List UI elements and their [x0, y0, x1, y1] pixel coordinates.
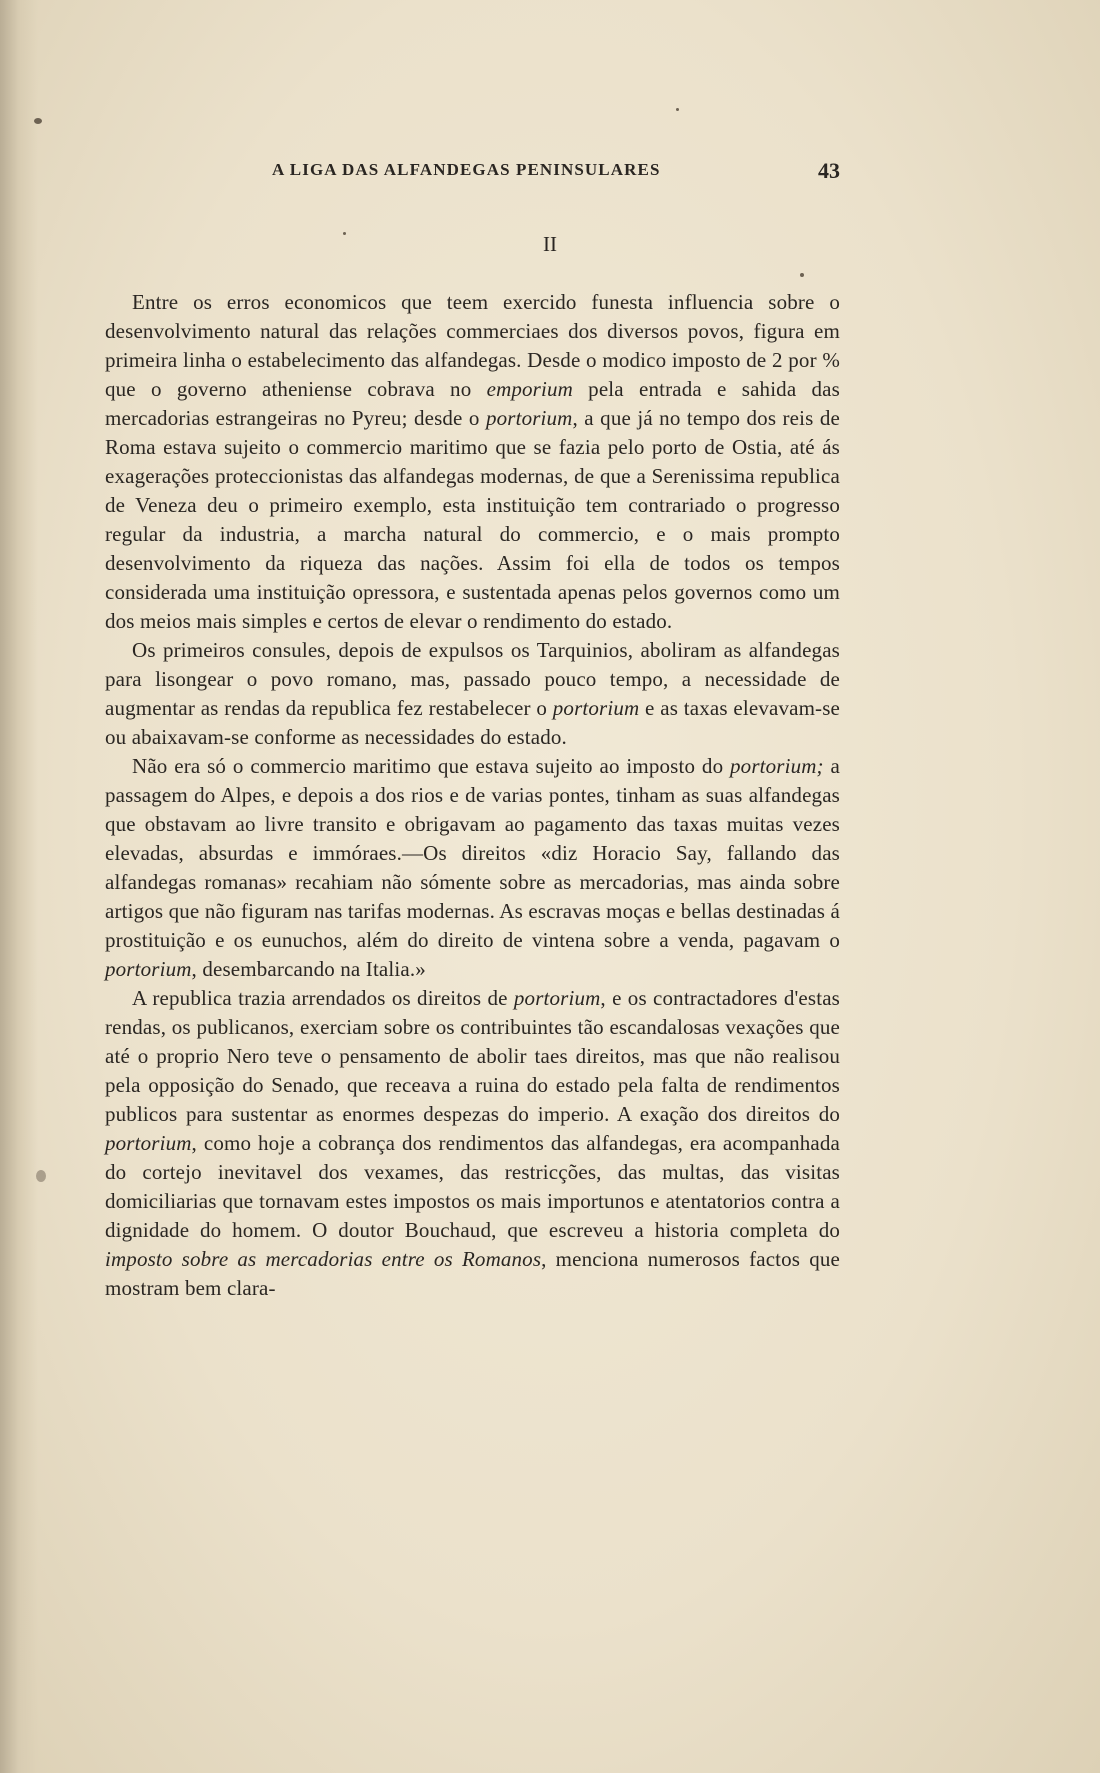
text-run: Não era só o commercio maritimo que estava sujeito ao imposto do: [132, 754, 731, 778]
paragraph: [105, 288, 840, 636]
text-run: Entre os erros economicos que teem exercido funesta influencia sobre o desenvolvimento natural das relações commerciaes dos diversos povos, figura em primeira linha o estabelecimento das alfandegas. Desde o modico imposto de 2 por % que o governo atheniense cobrava no: [105, 290, 840, 401]
italic-term: imposto sobre as mercadorias entre os Romanos: [105, 1247, 542, 1271]
text-run: , como hoje a cobrança dos rendimentos das alfandegas, era acompanhada do cortejo inevitavel dos vexames, das restricções, das multas, das visitas domiciliarias que tornavam estes impostos os mais importunos e atentatorios contra a dignidade do homem. O doutor Bouchaud, que escreveu a historia completa do: [105, 1131, 840, 1242]
text-run: , a que já no tempo dos reis de Roma estava sujeito o commercio maritimo que se fazia pelo porto de Ostia, até ás exagerações proteccionistas das alfandegas modernas, de que a Serenissima republica de Veneza deu o primeiro exemplo, esta instituição tem contrariado o progresso regular da industria, a marcha natural do commercio, e o mais prompto desenvolvimento da riqueza das nações. Assim foi ella de todos os tempos considerada uma instituição opressora, e sustentada apenas pelos governos como um dos meios mais simples e certos de elevar o rendimento do estado.: [105, 406, 840, 633]
paragraph: [105, 752, 840, 984]
italic-term: portorium: [105, 1131, 192, 1155]
page-number: 43: [818, 158, 840, 183]
italic-term: portorium: [485, 406, 573, 430]
print-speck: [800, 273, 804, 277]
text-run: , desembarcando na Italia.»: [191, 957, 426, 981]
paragraph: [105, 636, 840, 752]
print-speck: [36, 1170, 46, 1182]
text-run: , menciona numerosos factos que mostram bem clara-: [105, 1247, 840, 1300]
italic-term: portorium;: [730, 754, 824, 778]
binding-shadow: [0, 0, 38, 1773]
body-text: [105, 288, 840, 1303]
section-number: II: [543, 232, 557, 256]
text-run: e as taxas elevavam-se ou abaixavam-se conforme as necessidades do estado.: [105, 696, 840, 749]
text-run: pela entrada e sahida das mercadorias estrangeiras no Pyreu; desde o: [105, 377, 840, 430]
paragraph: [105, 984, 840, 1303]
text-run: a passagem do Alpes, e depois a dos rios e de varias pontes, tinham as suas alfandegas que obstavam ao livre transito e obrigavam ao pagamento das taxas muitas vezes elevadas, absurdas e immóraes.—Os direitos «diz Horacio Say, fallando das alfandegas romanas» recahiam não sómente sobre as mercadorias, mas ainda sobre artigos que não figuram nas tarifas modernas. As escravas moças e bellas destinadas á prostituição e os eunuchos, além do direito de vintena sobre a venda, pagavam o: [105, 754, 840, 952]
italic-term: portorium: [105, 957, 192, 981]
text-run: Os primeiros consules, depois de expulsos os Tarquinios, aboliram as alfandegas para lisongear o povo romano, mas, passado pouco tempo, a necessidade de augmentar as rendas da republica fez restabelecer o: [105, 638, 840, 720]
print-speck: [343, 232, 346, 235]
running-title: A LIGA DAS ALFANDEGAS PENINSULARES: [272, 160, 661, 179]
italic-term: portorium: [552, 696, 640, 720]
text-run: A republica trazia arrendados os direitos de: [132, 986, 514, 1010]
italic-term: portorium: [513, 986, 601, 1010]
italic-term: emporium: [486, 377, 573, 401]
running-head: [105, 158, 840, 188]
text-run: , e os contractadores d'estas rendas, os publicanos, exerciam sobre os contribuintes tão escandalosas vexações que até o proprio Nero teve o pensamento de abolir taes direitos, mas que não realisou pela opposição do Senado, que receava a ruina do estado pela falta de rendimentos publicos para sustentar as enormes despezas do imperio. A exação dos direitos do: [105, 986, 840, 1126]
print-speck: [676, 108, 679, 111]
print-speck: [34, 118, 42, 124]
